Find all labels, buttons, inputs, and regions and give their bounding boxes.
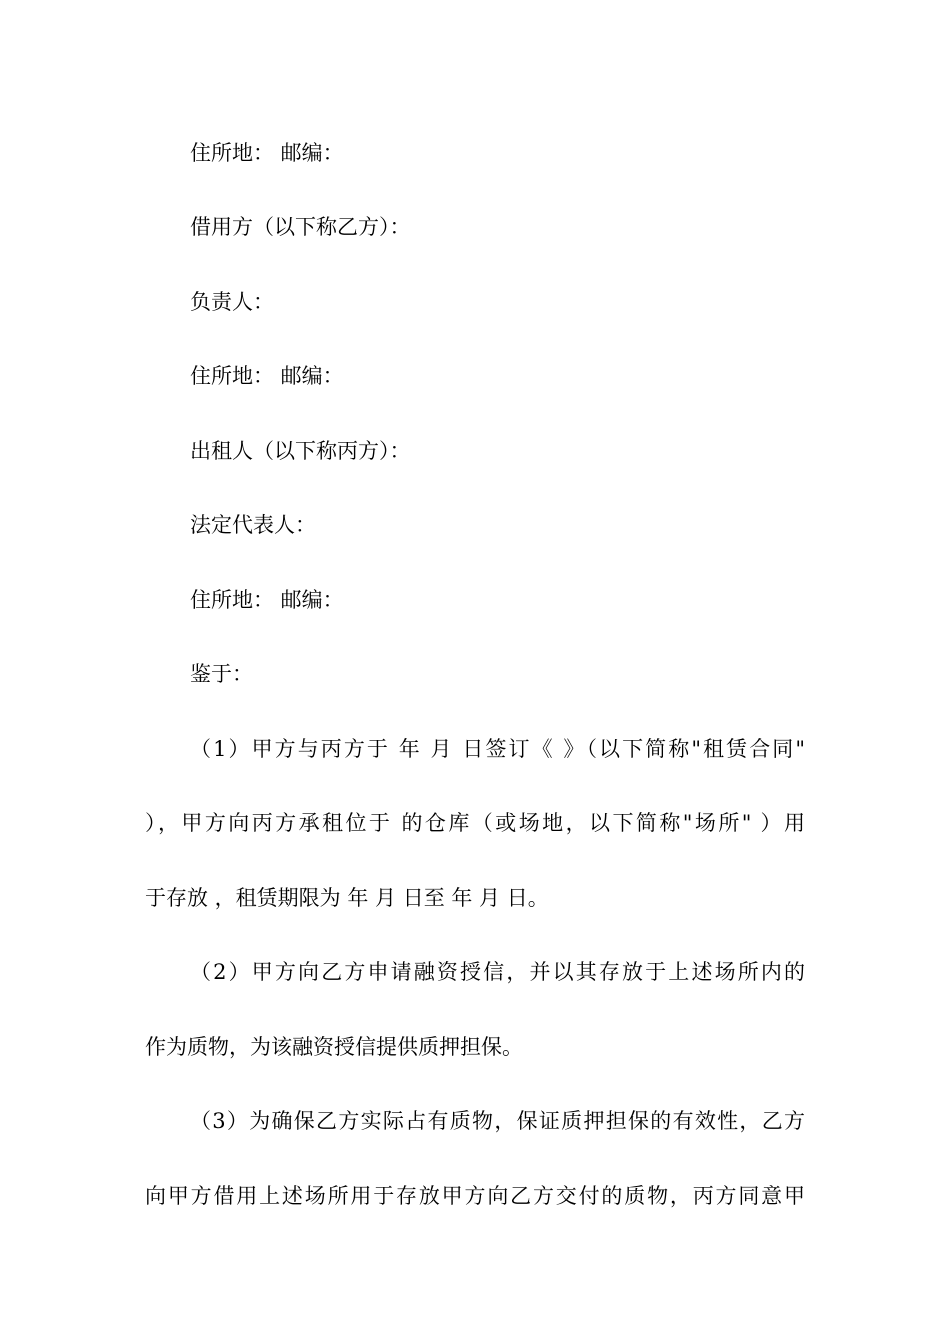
- clause-3-line-1: （3）为确保乙方实际占有质物，保证质押担保的有效性，乙方: [190, 1109, 805, 1133]
- clause-1-line-1: （1）甲方与丙方于 年 月 日签订《 》（以下简称"租赁合同": [190, 737, 805, 761]
- clause-2-line-2: 作为质物，为该融资授信提供质押担保。: [145, 1035, 523, 1059]
- borrower-responsible-person: 负责人：: [190, 290, 274, 314]
- lessor-address-line: 住所地： 邮编：: [190, 588, 344, 612]
- whereas-heading: 鉴于：: [190, 662, 253, 686]
- party-a-address-line: 住所地： 邮编：: [190, 141, 344, 165]
- clause-2-line-1: （2）甲方向乙方申请融资授信，并以其存放于上述场所内的: [190, 960, 805, 984]
- lessor-legal-representative: 法定代表人：: [190, 513, 316, 537]
- clause-3-line-2: 向甲方借用上述场所用于存放甲方向乙方交付的质物，丙方同意甲: [145, 1184, 805, 1208]
- clause-1-line-3: 于存放 ，租赁期限为 年 月 日至 年 月 日。: [145, 886, 549, 910]
- clause-1-line-2: ），甲方向丙方承租位于 的仓库（或场地，以下简称"场所" ）用: [145, 811, 805, 835]
- borrower-heading: 借用方（以下称乙方）：: [190, 215, 411, 239]
- borrower-address-line: 住所地： 邮编：: [190, 364, 344, 388]
- lessor-heading: 出租人（以下称丙方）：: [190, 439, 411, 463]
